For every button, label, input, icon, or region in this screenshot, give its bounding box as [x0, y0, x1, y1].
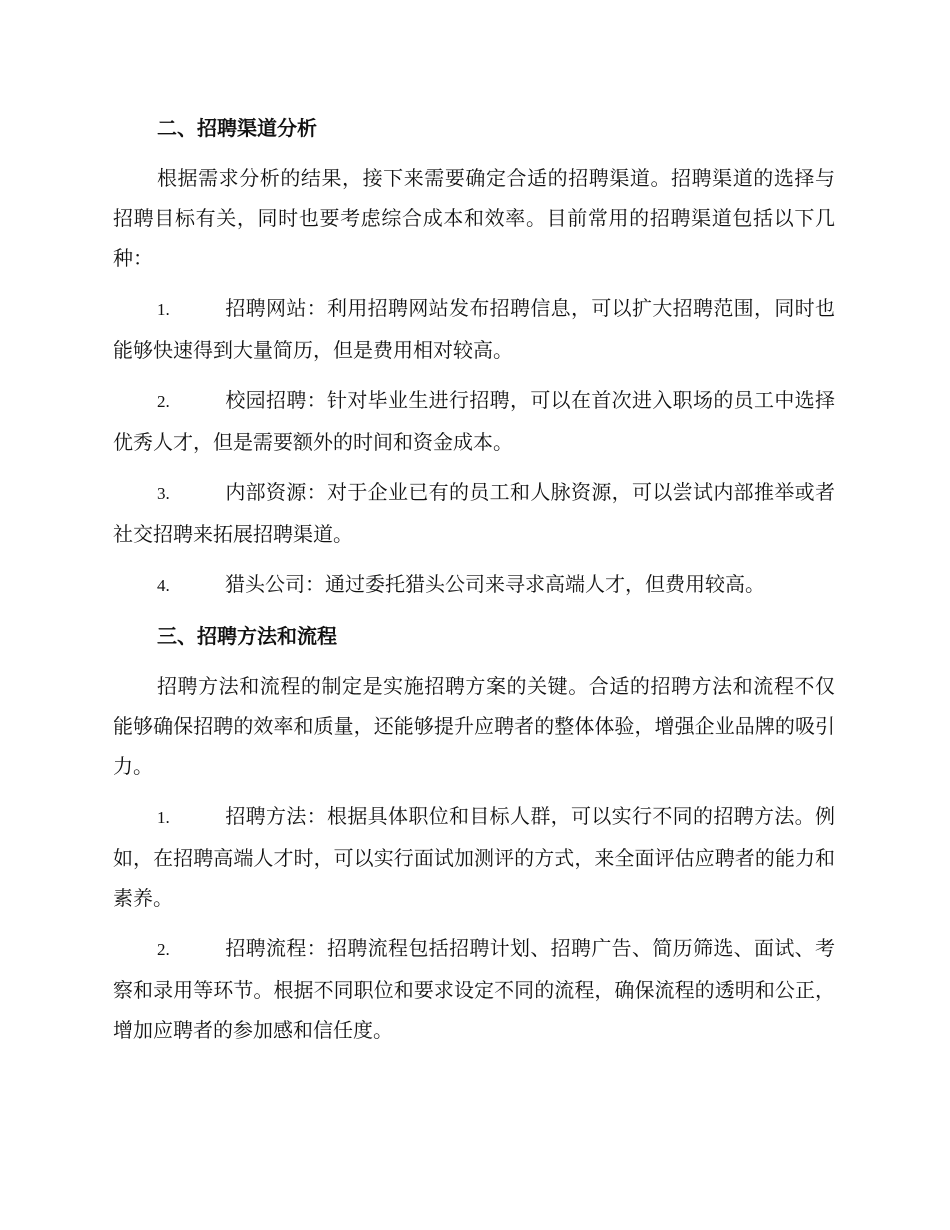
list-item-text: 招聘流程：招聘流程包括招聘计划、招聘广告、简历筛选、面试、考察和录用等环节。根据不同职位和要求设定不同的流程，确保流程的透明和公正，增加应聘者的参加感和信任度。 [113, 936, 835, 1042]
list-item [113, 380, 835, 462]
list-number: 1. [157, 300, 170, 319]
list-number: 1. [157, 808, 170, 827]
list-item [113, 288, 835, 370]
paragraph-methods-intro: 招聘方法和流程的制定是实施招聘方案的关键。合适的招聘方法和流程不仅能够确保招聘的效率和质量，还能够提升应聘者的整体体验，增强企业品牌的吸引力。 [113, 674, 835, 778]
list-item-text: 招聘方法：根据具体职位和目标人群，可以实行不同的招聘方法。例如，在招聘高端人才时，可以实行面试加测评的方式，来全面评估应聘者的能力和素养。 [113, 804, 835, 910]
list-item [113, 928, 835, 1050]
paragraph-channels-intro: 根据需求分析的结果，接下来需要确定合适的招聘渠道。招聘渠道的选择与招聘目标有关，同时也要考虑综合成本和效率。目前常用的招聘渠道包括以下几种： [113, 166, 835, 270]
list-item [113, 564, 835, 606]
list-number: 3. [157, 484, 170, 503]
document-body [113, 108, 835, 1060]
list-number: 2. [157, 392, 170, 411]
list-item-text: 招聘网站：利用招聘网站发布招聘信息，可以扩大招聘范围，同时也能够快速得到大量简历，但是费用相对较高。 [113, 296, 835, 362]
list-item [113, 796, 835, 918]
list-item-text: 内部资源：对于企业已有的员工和人脉资源，可以尝试内部推举或者社交招聘来拓展招聘渠道。 [113, 480, 835, 546]
list-item-text: 猎头公司：通过委托猎头公司来寻求高端人才，但费用较高。 [225, 572, 765, 596]
list-item-text: 校园招聘：针对毕业生进行招聘，可以在首次进入职场的员工中选择优秀人才，但是需要额外的时间和资金成本。 [113, 388, 835, 454]
list-number: 2. [157, 940, 170, 959]
section-heading-channels: 二、招聘渠道分析 [157, 116, 317, 140]
section-heading-methods: 三、招聘方法和流程 [157, 624, 337, 648]
list-item [113, 472, 835, 554]
list-number: 4. [157, 576, 170, 595]
